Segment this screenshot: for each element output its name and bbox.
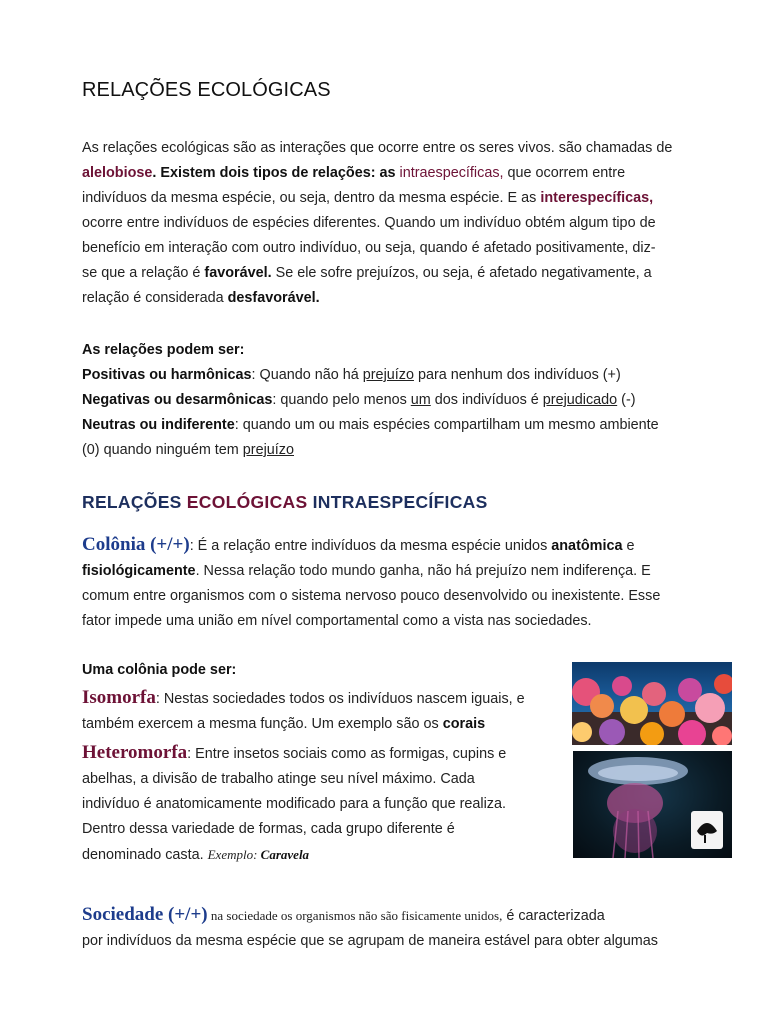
isomorfa-line-1 bbox=[82, 685, 562, 712]
caravela-image bbox=[573, 751, 732, 858]
sociedade-text-1: na sociedade os organismos não são fisicamente unidos, bbox=[207, 908, 503, 923]
alelobiose-term: alelobiose bbox=[82, 165, 153, 181]
heteromorfa-line-4: Dentro dessa variedade de formas, cada grupo diferente é bbox=[82, 821, 455, 837]
intro-line-3-text: indivíduos da mesma espécie, ou seja, dentro da mesma espécie. E as bbox=[82, 190, 541, 206]
section-title-1: RELAÇÕES bbox=[82, 492, 187, 512]
corais-term: corais bbox=[442, 716, 486, 732]
positive-text: : Quando não há bbox=[251, 367, 363, 383]
intro-line-2-bold: . Existem dois tipos de relações: as bbox=[152, 165, 400, 181]
intro-line-7 bbox=[82, 286, 710, 311]
colonia-line-4: fator impede uma união em nível comportamental como a vista nas sociedades. bbox=[82, 613, 592, 629]
heteromorfa-line-3: indivíduo é anatomicamente modificado para a função que realiza. bbox=[82, 796, 506, 812]
sociedade-line-1 bbox=[82, 902, 722, 929]
interespecificas-term: interespecíficas, bbox=[540, 190, 654, 206]
intro-line-6 bbox=[82, 261, 710, 286]
intro-line-6-text: se que a relação é bbox=[82, 265, 205, 281]
sociedade-line-2: por indivíduos da mesma espécie que se agrupam de maneira estável para obter algumas bbox=[82, 933, 658, 949]
caravela-illustration bbox=[573, 751, 732, 858]
positive-relation bbox=[82, 363, 710, 388]
negative-label: Negativas ou desarmônicas bbox=[82, 392, 273, 408]
intro-line-7-text: relação é considerada bbox=[82, 290, 228, 306]
colony-types-heading: Uma colônia pode ser: bbox=[82, 662, 237, 678]
section-title-3: INTRAESPECÍFICAS bbox=[307, 492, 488, 512]
colonia-line-1 bbox=[82, 532, 710, 559]
section-title-2: ECOLÓGICAS bbox=[186, 492, 308, 512]
coral-illustration bbox=[572, 662, 732, 745]
sociedade-paragraph bbox=[82, 902, 722, 954]
favoravel-term: favorável. bbox=[204, 265, 272, 281]
intro-line-2 bbox=[82, 161, 710, 186]
colonia-paragraph bbox=[82, 532, 710, 634]
isomorfa-line-2 bbox=[82, 712, 562, 737]
colonia-text-2: . Nessa relação todo mundo ganha, não há prejuízo nem indiferença. E bbox=[195, 563, 651, 579]
desfavoravel-term: desfavorável. bbox=[227, 290, 320, 306]
isomorfa-text-2: também exercem a mesma função. Um exemplo são os bbox=[82, 716, 443, 732]
neutral-label: Neutras ou indiferente bbox=[82, 417, 235, 433]
intro-line-5: benefício em interação com outro indivíduo, ou seja, quando é afetado positivamente, diz- bbox=[82, 240, 656, 256]
positive-text-end: para nenhum dos indivíduos (+) bbox=[413, 367, 621, 383]
heteromorfa-line-2: abelhas, a divisão de trabalho atinge seu nível máximo. Cada bbox=[82, 771, 475, 787]
positive-label: Positivas ou harmônicas bbox=[82, 367, 252, 383]
colonia-text-1: : É a relação entre indivíduos da mesma espécie unidos bbox=[189, 538, 552, 554]
coral-image bbox=[572, 662, 732, 745]
caravela-term: Caravela bbox=[260, 847, 310, 862]
intro-line-1: As relações ecológicas são as interações que ocorre entre os seres vivos. são chamadas de bbox=[82, 140, 673, 156]
relation-types-heading: As relações podem ser: bbox=[82, 342, 245, 358]
negative-text-mid: dos indivíduos é bbox=[430, 392, 543, 408]
neutral-text: : quando um ou mais espécies compartilham um mesmo ambiente bbox=[234, 417, 659, 433]
anatomica-term: anatômica bbox=[551, 538, 623, 554]
positive-underline: prejuízo bbox=[362, 367, 414, 383]
isomorfa-text-1: : Nestas sociedades todos os indivíduos nascem iguais, e bbox=[155, 691, 525, 707]
heteromorfa-line-5 bbox=[82, 842, 562, 868]
relation-types bbox=[82, 338, 710, 463]
neutral-relation-2 bbox=[82, 438, 710, 463]
heteromorfa-text-1: : Entre insetos sociais como as formigas, cupins e bbox=[187, 746, 507, 762]
intro-line-4: ocorre entre indivíduos de espécies diferentes. Quando um indivíduo obtém algum tipo de bbox=[82, 215, 656, 231]
heteromorfa-text-5: denominado casta. bbox=[82, 847, 208, 863]
negative-text-end: (-) bbox=[617, 392, 636, 408]
negative-underline-um: um bbox=[410, 392, 431, 408]
sociedade-label: Sociedade (+/+) bbox=[82, 904, 208, 925]
heteromorfa-label: Heteromorfa bbox=[82, 742, 188, 763]
neutral-underline: prejuízo bbox=[242, 442, 294, 458]
intraespecificas-term: intraespecíficas, bbox=[399, 165, 504, 181]
negative-underline-prejudicado: prejudicado bbox=[542, 392, 618, 408]
intro-line-2-rest: que ocorrem entre bbox=[503, 165, 626, 181]
neutral-text-2: (0) quando ninguém tem bbox=[82, 442, 243, 458]
intro-line-6-rest: Se ele sofre prejuízos, ou seja, é afetado negativamente, a bbox=[271, 265, 652, 281]
colonia-line-2 bbox=[82, 559, 710, 584]
intro-line-3 bbox=[82, 186, 710, 211]
neutral-relation bbox=[82, 413, 710, 438]
section-title bbox=[82, 492, 488, 513]
negative-text: : quando pelo menos bbox=[272, 392, 411, 408]
sociedade-text-1-end: é caracterizada bbox=[502, 908, 605, 924]
colonia-line-3: comum entre organismos com o sistema nervoso pouco desenvolvido ou inexistente. Esse bbox=[82, 588, 661, 604]
isomorfa-label: Isomorfa bbox=[82, 687, 156, 708]
heteromorfa-line-1 bbox=[82, 740, 562, 767]
negative-relation bbox=[82, 388, 710, 413]
colonia-text-1-end: e bbox=[622, 538, 635, 554]
colony-types bbox=[82, 658, 562, 868]
exemplo-label: Exemplo: bbox=[207, 847, 261, 862]
fisiologicamente-term: fisiológicamente bbox=[82, 563, 196, 579]
page-title: RELAÇÕES ECOLÓGICAS bbox=[82, 79, 331, 101]
intro-paragraph bbox=[82, 136, 710, 311]
colonia-label: Colônia (+/+) bbox=[82, 534, 190, 555]
